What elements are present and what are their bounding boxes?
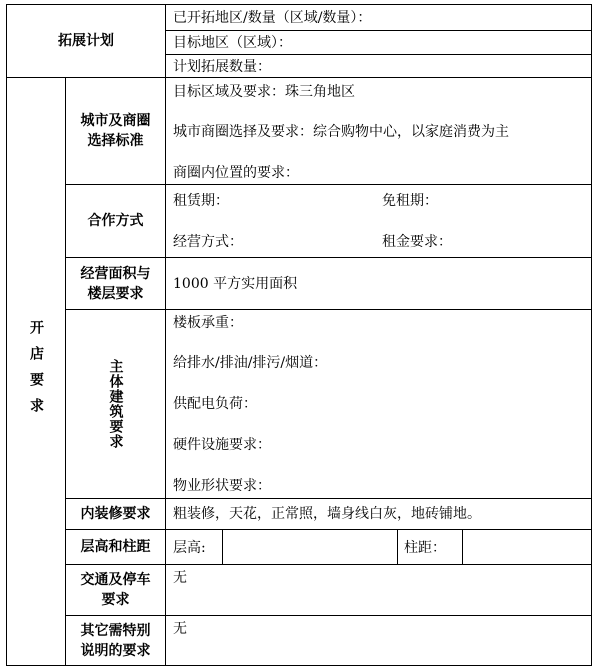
traffic-label-line1: 交通及停车: [80, 572, 151, 588]
building-content-cell: [165, 309, 592, 499]
store-requirements-label-cell: [6, 77, 66, 666]
traffic-label-line2: 要求: [101, 592, 130, 608]
cooperation-label-cell: [65, 184, 166, 258]
area-floor-label-line1: 经营面积与: [80, 265, 151, 282]
position-in-circle-text: 商圈内位置的要求：: [173, 165, 299, 181]
hardware-text: 硬件设施要求：: [173, 437, 271, 453]
floor-height-label-cell: [165, 529, 223, 565]
pillar-distance-label-cell: [397, 529, 463, 565]
cooperation-label: 合作方式: [87, 213, 144, 229]
floor-height-value-cell: [222, 529, 398, 565]
cooperation-content-cell: [165, 184, 592, 258]
floor-height-label: 层高:: [173, 540, 206, 556]
planned-quantity-cell: [165, 54, 592, 78]
interior-value: 粗装修，天花，正常照，墙身线白灰，地砖铺地。: [173, 506, 481, 522]
lease-term-text: 租赁期：: [173, 193, 229, 209]
building-label: 主体建筑要求: [107, 359, 124, 449]
area-floor-label-cell: [65, 257, 166, 310]
other-content-cell: [165, 615, 592, 666]
target-regions-cell: [165, 30, 592, 55]
pillar-distance-label: 柱距：: [404, 540, 446, 556]
target-regions-text: 目标地区（区域）：: [173, 35, 292, 51]
other-label-line2: 说明的要求: [80, 642, 151, 659]
traffic-label-cell: [65, 564, 166, 616]
target-region-text: 目标区域及要求：珠三角地区: [173, 84, 355, 100]
traffic-content-cell: [165, 564, 592, 616]
floor-load-text: 楼板承重：: [173, 315, 243, 331]
area-floor-label-line2: 楼层要求: [87, 285, 144, 302]
city-standard-label-line1: 城市及商圈: [80, 113, 151, 129]
store-requirements-label: 开店要求: [28, 319, 44, 424]
rent-free-text: 免租期：: [382, 193, 438, 209]
business-mode-text: 经营方式：: [173, 234, 243, 250]
property-shape-text: 物业形状要求：: [173, 478, 271, 494]
city-standard-label-line2: 选择标准: [87, 133, 144, 149]
interior-label: 内装修要求: [80, 506, 151, 522]
opened-regions-cell: [165, 4, 592, 31]
traffic-value: 无: [173, 570, 187, 586]
other-label-line1: 其它需特别: [80, 622, 151, 639]
height-pillar-label: 层高和柱距: [80, 539, 151, 555]
other-value: 无: [173, 621, 187, 637]
city-standard-content-cell: [165, 77, 592, 185]
city-business-circle-text: 城市商圈选择及要求：综合购物中心，以家庭消费为主: [173, 124, 509, 140]
interior-label-cell: [65, 498, 166, 530]
height-pillar-label-cell: [65, 529, 166, 565]
area-floor-content-cell: [165, 257, 592, 310]
interior-content-cell: [165, 498, 592, 530]
city-standard-label-cell: [65, 77, 166, 185]
building-label-cell: [65, 309, 166, 499]
rent-requirement-text: 租金要求：: [382, 234, 452, 250]
expansion-plan-label-cell: [6, 4, 166, 78]
power-load-text: 供配电负荷：: [173, 396, 257, 412]
opened-regions-text: 已开拓地区/数量（区域/数量）：: [173, 10, 372, 26]
pillar-distance-value-cell: [462, 529, 592, 565]
water-drainage-text: 给排水/排油/排污/烟道：: [173, 355, 328, 371]
planned-quantity-text: 计划拓展数量：: [173, 59, 271, 75]
area-floor-value: 1000 平方实用面积: [173, 276, 298, 292]
expansion-plan-label: 拓展计划: [58, 33, 114, 49]
other-label-cell: [65, 615, 166, 666]
